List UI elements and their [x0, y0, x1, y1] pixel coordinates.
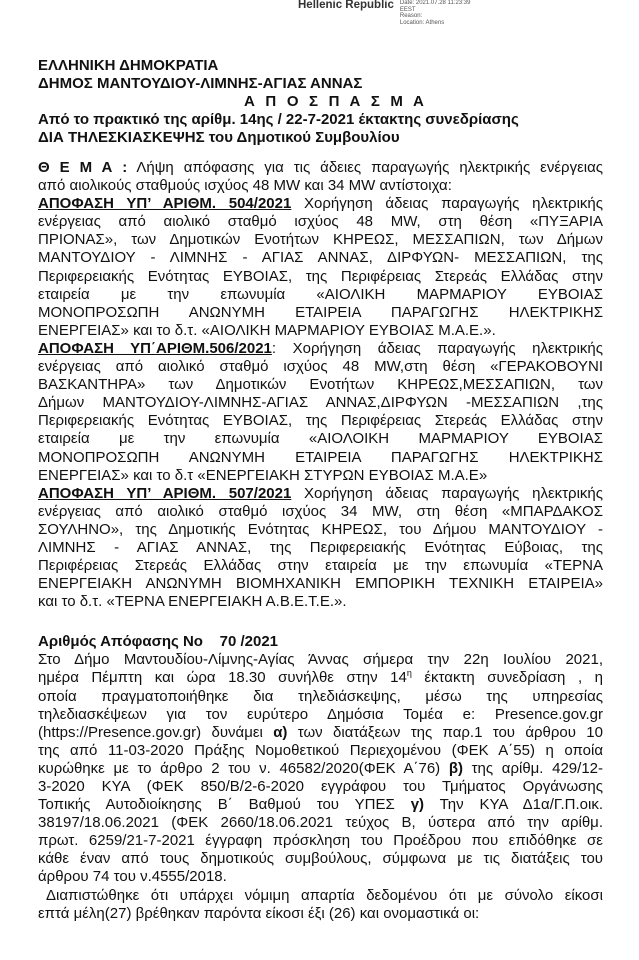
- subject-label: Θ Ε Μ Α :: [38, 159, 128, 176]
- header-municipality: ΔΗΜΟΣ ΜΑΝΤΟΥΔΙΟΥ-ΛΙΜΝΗΣ-ΑΓΙΑΣ ΑΝΝΑΣ: [38, 75, 363, 92]
- signature-name: Hellenic Republic: [298, 0, 394, 11]
- decision-504: ΑΠΟΦΑΣΗ ΥΠ’ ΑΡΙΘΜ. 504/2021 Χορήγηση άδειας παραγωγής ηλεκτρικής ενέργειας από αιολικό σταθμό ισχύος 48 MW, στη θέση «ΠΥΞΑΡΙΑ ΠΡΙΟΝΑΣ», των Δημοτικών Ενοτήτων ΚΗΡΕΩΣ, ΜΕΣΣΑΠΙΩΝ, των Δήμων ΜΑΝΤΟΥΔΙΟΥ - ΛΙΜΝΗΣ - ΑΓΙΑΣ ΑΝΝΑΣ, ΔΙΡΦΥΩΝ- ΜΕΣΣΑΠΙΩΝ, της Περιφερειακής Ενότητας ΕΥΒΟΙΑΣ, της Περιφέρειας Στερεάς Ελλάδας στην εταιρεία με την επωνυμία «ΑΙΟΛΙΚΗ ΜΑΡΜΑΡΙΟΥ ΕΥΒΟΙΑΣ ΜΟΝΟΠΡΟΣΩΠΗ ΑΝΩΝΥΜΗ ΕΤΑΙΡΕΙΑ ΠΑΡΑΓΩΓΗΣ ΗΛΕΚΤΡΙΚΗΣ ΕΝΕΡΓΕΙΑΣ» και το δ.τ. «ΑΙΟΛΙΚΗ ΜΑΡΜΑΡΙΟΥ ΕΥΒΟΙΑΣ Μ.Α.Ε.».: [38, 195, 603, 339]
- signature-date: Date: 2021.07.28 11:23:39: [399, 0, 471, 6]
- header-republic: ΕΛΛΗΝΙΚΗ ΔΗΜΟΚΡΑΤΙΑ: [38, 57, 219, 74]
- signature-tz: EEST: [399, 6, 416, 13]
- subject-paragraph: Θ Ε Μ Α : Λήψη απόφασης για τις άδειες παραγωγής ηλεκτρικής ενέργειας από αιολικούς σταθμούς ισχύος 48 MW και 34 MW αντίστοιχα:: [38, 159, 603, 195]
- decision-506-label: ΑΠΟΦΑΣΗ ΥΠ΄ΑΡΙΘΜ.506/2021: [38, 339, 272, 357]
- document-page: [38, 57, 603, 923]
- decision-504-label: ΑΠΟΦΑΣΗ ΥΠ’ ΑΡΙΘΜ. 504/2021: [38, 195, 292, 213]
- decision-507: ΑΠΟΦΑΣΗ ΥΠ’ ΑΡΙΘΜ. 507/2021 Χορήγηση άδειας παραγωγής ηλεκτρικής ενέργειας από αιολικό σταθμό ισχύος 34 MW, στη θέση «ΜΠΑΡΔΑΚΟΣ ΣΟΥΛΗΝΟ», της Δημοτικής Ενότητας ΚΗΡΕΩΣ, του Δήμου ΜΑΝΤΟΥΔΙΟΥ - ΛΙΜΝΗΣ - ΑΓΙΑΣ ΑΝΝΑΣ, της Περιφερειακής Ενότητας Εύβοιας, της Περιφέρειας Στερεάς Ελλάδας στην εταιρεία με την επωνυμία «ΤΕΡΝΑ ΕΝΕΡΓΕΙΑΚΗ ΑΝΩΝΥΜΗ ΒΙΟΜΗΧΑΝΙΚΗ ΕΜΠΟΡΙΚΗ ΤΕΧΝΙΚΗ ΕΤΑΙΡΕΙΑ» και το δ.τ. «ΤΕΡΝΑ ΕΝΕΡΓΕΙΑΚΗ Α.Β.Ε.Τ.Ε.».: [38, 484, 603, 611]
- signature-reason: Reason:: [399, 13, 423, 19]
- digital-signature: [298, 0, 470, 24]
- quorum-paragraph: Διαπιστώθηκε ότι υπάρχει νόμιμη απαρτία δεδομένου ότι με σύνολο είκοσι επτά μέλη(27) βρέθηκαν παρόντα είκοσι έξι (26) και ονομαστικά οι:: [38, 886, 603, 922]
- header-extract: Α Π Ο Σ Π Α Σ Μ Α: [244, 93, 427, 110]
- signature-meta: [400, 0, 471, 26]
- header-teleconference: ΔΙΑ ΤΗΛΕΣΚΙΑΣΚΕΨΗΣ του Δημοτικού Συμβουλίου: [38, 129, 400, 146]
- decision-507-label: ΑΠΟΦΑΣΗ ΥΠ’ ΑΡΙΘΜ. 507/2021: [38, 484, 292, 502]
- decision-number: Αριθμός Απόφασης Νο 70 /2021: [38, 633, 279, 651]
- body-paragraph: Στο Δήμο Μαντουδίου-Λίμνης-Αγίας Άννας σήμερα την 22η Ιουλίου 2021, ημέρα Πέμπτη και ώρα 18.30 συνήλθε στην $14^\eta$ έκτακτη συνεδρίαση , η οποία πραγματοποιήθηκε δια τηλεδιάσκεψης, μέσω της υπηρεσίας τηλεδιασκέψεων για τον ευρύτερο Δημόσια Τομέα e: Presence.gov.gr (https://Presence.gov.gr) δυνάμει α) των διατάξεων της παρ.1 του άρθρου 10 της από 11-03-2020 Πράξης Νομοθετικού Περιεχομένου (ΦΕΚ Α΄55) η οποία κυρώθηκε με το άρθρο 2 του ν. 46582/2020(ΦΕΚ Α΄76) β) της αρίθμ. 429/12- 3-2020 ΚΥΑ (ΦΕΚ 850/Β/2-6-2020 εγγράφου του Τμήματος Οργάνωσης Τοπικής Αυτοδιοίκησης Β΄ Βαθμού του ΥΠΕΣ γ) Την ΚΥΑ Δ1α/Γ.Π.οικ. 38197/18.06.2021 (ΦΕΚ 2660/18.06.2021 τεύχος Β, ύστερα από την αρίθμ. πρωτ. 6259/21-7-2021 έγγραφη πρόσκληση του Προέδρου που επιδόθηκε σε κάθε έναν από τους δημοτικούς συμβούλους, σύμφωνα με τις διατάξεις του άρθρου 74 του ν.4555/2018.: [38, 651, 603, 886]
- signature-location: Location: Athens: [399, 19, 445, 26]
- decision-506: ΑΠΟΦΑΣΗ ΥΠ΄ΑΡΙΘΜ.506/2021: Χορήγηση άδειας παραγωγής ηλεκτρικής ενέργειας από αιολικό σταθμό ισχύος 48 MW,στη θέση «ΓΕΡΑΚΟΒΟΥΝΙ ΒΑΣΚΑΝΤΗΡΑ» των Δημοτικών Ενοτήτων ΚΗΡΕΩΣ,ΜΕΣΣΑΠΙΩΝ, των Δήμων ΜΑΝΤΟΥΔΙΟΥ-ΛΙΜΝΗΣ-ΑΓΙΑΣ ΑΝΝΑΣ,ΔΙΡΦΥΩΝ -ΜΕΣΣΑΠΙΩΝ ,της Περιφερειακής Ενότητας ΕΥΒΟΙΑΣ, της Περιφέρειας Στερεάς Ελλάδας στην εταιρεία με την επωνυμία «ΑΙΟΛΟΙΚΗ ΜΑΡΜΑΡΙΟΥ ΕΥΒΟΙΑΣ ΜΟΝΟΠΡΟΣΩΠΗ ΑΝΩΝΥΜΗ ΕΤΑΙΡΕΙΑ ΠΑΡΑΓΩΓΗΣ ΗΛΕΚΤΡΙΚΗΣ ΕΝΕΡΓΕΙΑΣ» και το δ.τ «ΕΝΕΡΓΕΙΑΚΗ ΣΤΥΡΩΝ ΕΥΒΟΙΑΣ Μ.Α.Ε»: [38, 339, 603, 484]
- header-minutes: Από το πρακτικό της αρίθμ. 14ης / 22-7-2021 έκτακτης συνεδρίασης: [38, 111, 519, 128]
